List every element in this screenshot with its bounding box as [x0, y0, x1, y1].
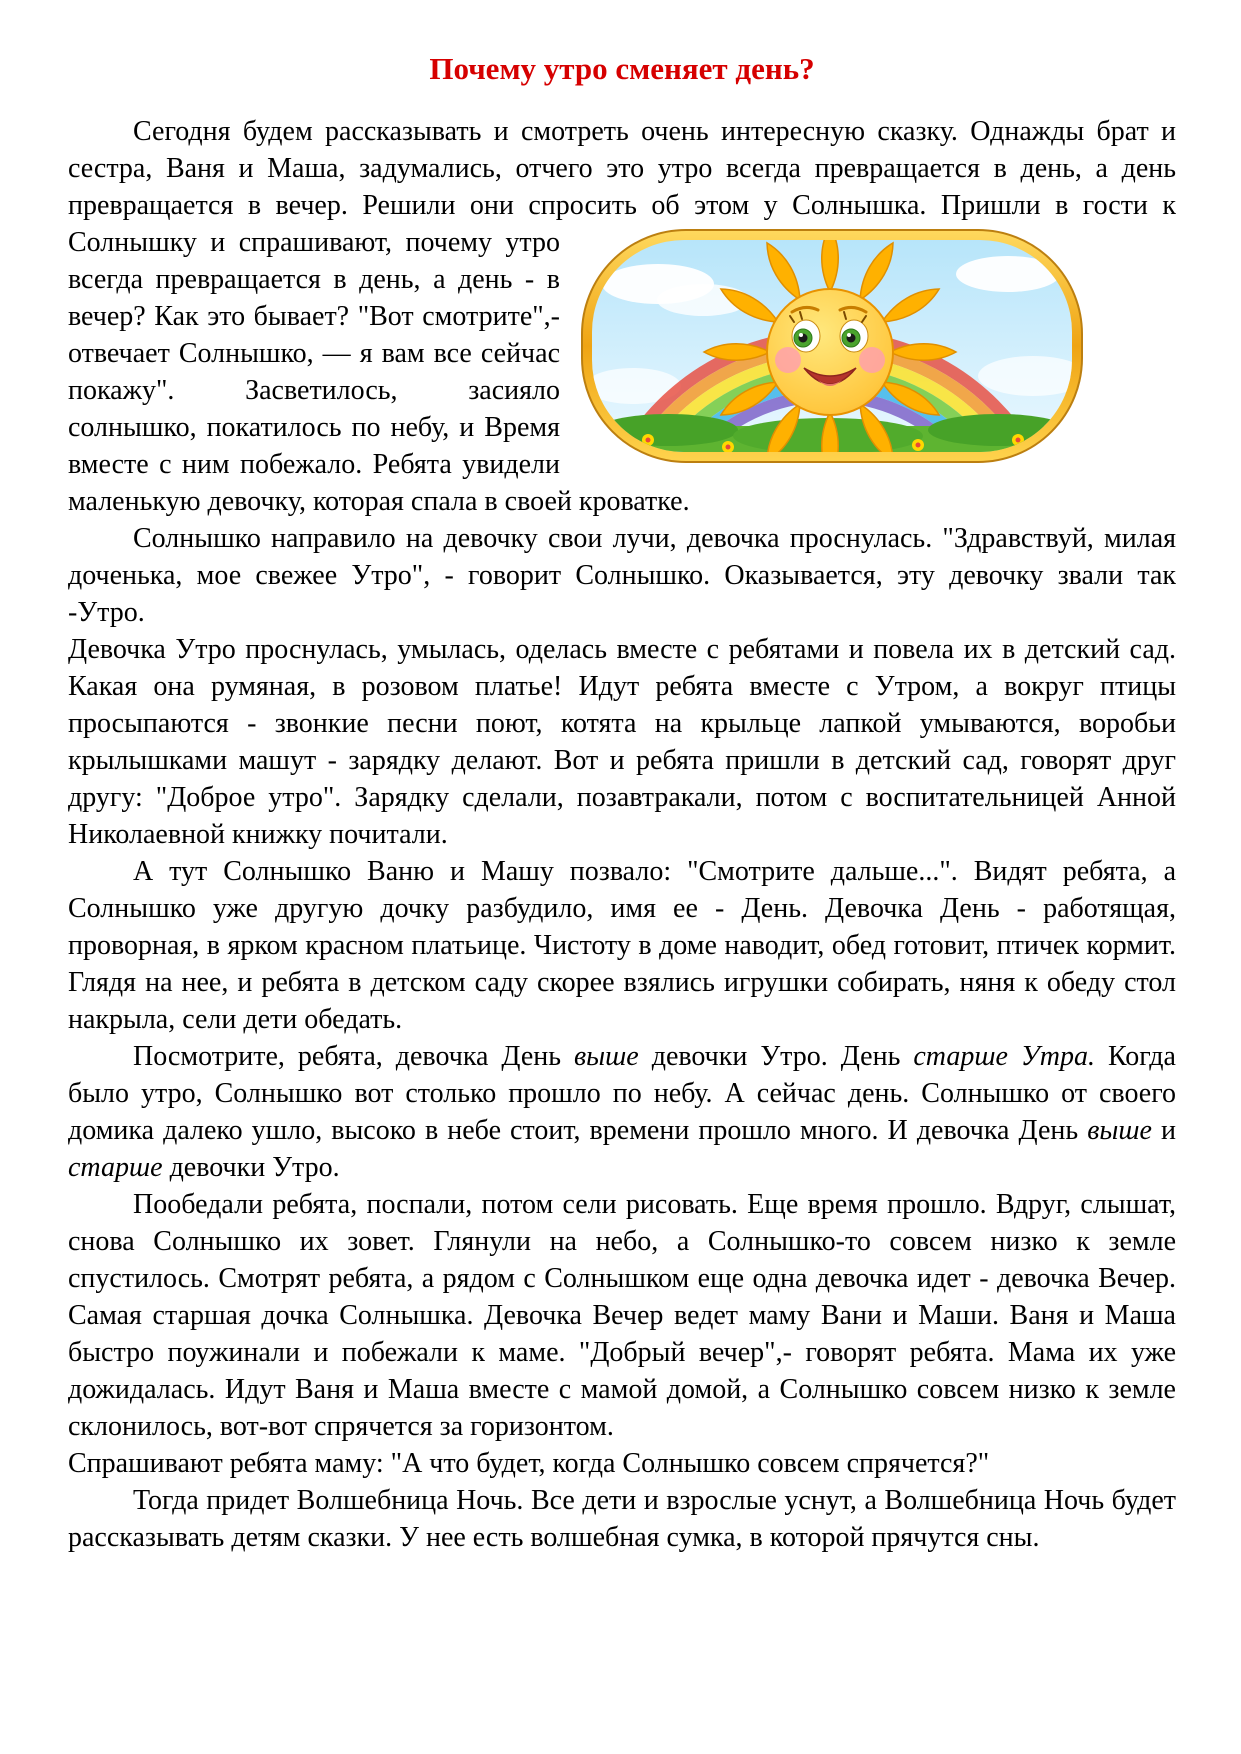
paragraph-1-text-before-image: Сегодня будем рассказывать и смотреть очень интересную сказку. Однажды брат и сестра, Ваня и Маша, задумались, отчего это утро всегда превращается в день, а день превращается в вечер. Решили они спросить об этом у Солнышка. Пришли в гости к [68, 116, 1176, 221]
page-title: Почему утро сменяет день? [429, 51, 815, 86]
paragraph-7-text: Спрашивают ребята маму: "А что будет, когда Солнышко совсем спрячется?" [68, 1448, 990, 1479]
paragraph-5-seg-5: Когда было утро, Солнышко вот столько прошло по небу. А сейчас день. Солнышко от своего домика далеко ушло, высоко в небе стоит, времени прошло много. И девочка День [68, 1041, 1176, 1146]
sun-rainbow-illustration [578, 226, 1086, 466]
paragraph-5-seg-8: старше [68, 1152, 163, 1183]
paragraph-5-seg-6: выше [1087, 1115, 1152, 1146]
paragraph-7 [68, 1445, 1176, 1482]
paragraph-5-seg-7: и [1151, 1115, 1176, 1146]
sun-rainbow-illustration-svg [578, 226, 1086, 466]
paragraph-8-text: Тогда придет Волшебница Ночь. Все дети и взрослые уснут, а Волшебница Ночь будет рассказывать детям сказки. У нее есть волшебная сумка, в которой прячутся сны. [68, 1485, 1176, 1553]
paragraph-5-seg-9: девочки Утро. [162, 1152, 340, 1183]
paragraph-5-seg-2: выше [574, 1041, 639, 1072]
paragraph-5-seg-4: старше Утра. [913, 1041, 1095, 1072]
paragraph-6-text: Пообедали ребята, поспали, потом сели рисовать. Еще время прошло. Вдруг, слышат, снова Солнышко их зовет. Глянули на небо, а Солнышко-то совсем низко к земле спустилось. Смотрят ребята, а рядом с Солнышком еще одна девочка идет - девочка Вечер. Самая старшая дочка Солнышка. Девочка Вечер ведет маму Вани и Маши. Ваня и Маша быстро поужинали и побежали к маме. "Добрый вечер",- говорят ребята. Мама их уже дожидалась. Идут Ваня и Маша вместе с мамой домой, а Солнышко совсем низко к земле склонилось, вот-вот спрячется за горизонтом. [68, 1189, 1176, 1442]
paragraph-4-text: А тут Солнышко Ваню и Машу позвало: "Смотрите дальше...". Видят ребята, а Солнышко уже другую дочку разбудило, имя ее - День. Девочка День - работящая, проворная, в ярком красном платьице. Чистоту в доме наводит, обед готовит, птичек кормит. Глядя на нее, и ребята в детском саду скорее взялись игрушки собирать, няня к обеду стол накрыла, сели дети обедать. [68, 856, 1176, 1035]
paragraph-3 [68, 631, 1176, 853]
paragraph-5 [68, 1038, 1176, 1186]
paragraph-5-seg-3: девочки Утро. День [638, 1041, 914, 1072]
paragraph-4 [68, 853, 1176, 1038]
paragraph-1 [68, 113, 1176, 520]
paragraph-6 [68, 1186, 1176, 1445]
paragraph-2 [68, 520, 1176, 631]
paragraph-2-text: Солнышко направило на девочку свои лучи, девочка проснулась. "Здравствуй, милая доченька, мое свежее Утро", - говорит Солнышко. Оказывается, эту девочку звали так -Утро. [68, 523, 1176, 628]
paragraph-3-text: Девочка Утро проснулась, умылась, оделась вместе с ребятами и повела их в детский сад. Какая она румяная, в розовом платье! Идут ребята вместе с Утром, а вокруг птицы просыпаются - звонкие песни поют, котята на крыльце лапкой умываются, воробьи крылышками машут - зарядку делают. Вот и ребята пришли в детский сад, говорят друг другу: "Доброе утро". Зарядку сделали, позавтракали, потом с воспитательницей Анной Николаевной книжку почитали. [68, 634, 1176, 850]
paragraph-5-seg-1: Посмотрите, ребята, девочка День [133, 1041, 575, 1072]
paragraph-8 [68, 1482, 1176, 1556]
paragraph-1-text-after-image: Солнышку и спрашивают, почему утро всегда превращается в день, а день - в вечер? Как это бывает? "Вот смотрите",- отвечает Солнышко, — я вам все сейчас покажу". Засветилось, засияло солнышко, покатилось по небу, и Время вместе с ним побежало. Ребята увидели маленькую девочку, которая спала в своей кроватке. [68, 227, 690, 517]
